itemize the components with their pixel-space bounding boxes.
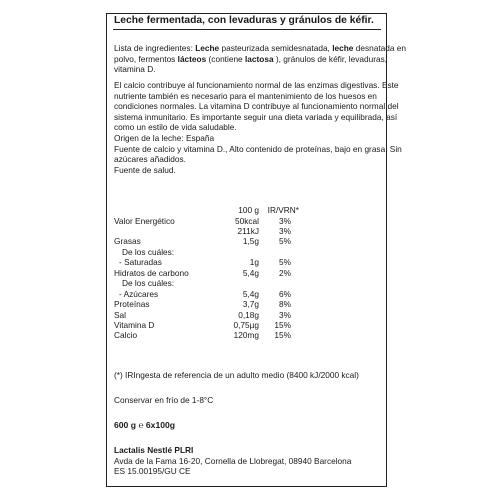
nutrient-value: 211kJ: [237, 226, 259, 236]
ingredients-label: Lista de ingredientes:: [114, 43, 196, 53]
nutrient-percent: 2%: [279, 268, 291, 278]
nutrient-label: Calcio: [114, 330, 138, 340]
nutrient-percent: 5%: [279, 236, 291, 246]
ingredients-line-3: vitamina D.: [114, 64, 156, 74]
nutrient-label: De los cuáles:: [122, 247, 175, 257]
ingredient-text: ), gránulos de kéfir, levaduras,: [273, 54, 388, 64]
allergen-leche: Leche: [195, 43, 220, 53]
title-divider: [113, 29, 381, 30]
nutrition-col-reference: IR/VRN*: [267, 205, 299, 215]
nutrient-label: De los cuáles:: [122, 278, 175, 288]
allergen-leche-2: leche: [332, 43, 354, 53]
nutrient-label: - Saturadas: [119, 257, 162, 267]
nutrition-claims-line-1: Fuente de calcio y vitamina D., Alto contenido de proteínas, bajo en grasa. Sin: [114, 144, 402, 154]
ingredient-text: polvo, fermentos: [114, 54, 178, 64]
ingredient-text: (contiene: [206, 54, 245, 64]
nutrient-label: Grasas: [114, 236, 141, 246]
claims-line-5: como un estilo de vida saludable.: [114, 122, 237, 132]
nutrient-value: 1,5g: [242, 236, 259, 246]
nutrition-label-panel: [106, 13, 406, 487]
product-title: Leche fermentada, con levaduras y gránulos de kéfir.: [114, 15, 374, 26]
nutrient-value: 5,4g: [242, 268, 259, 278]
ingredient-text: desnatada en: [353, 43, 406, 53]
nutrient-percent: 8%: [279, 299, 291, 309]
nutrient-percent: 3%: [279, 310, 291, 320]
claims-line-2: nutriente también es necesario para el mantenimiento de los huesos en: [114, 91, 377, 101]
nutrient-label: - Azúcares: [119, 289, 159, 299]
nutrient-value: 5,4g: [242, 289, 259, 299]
nutrient-percent: 3%: [279, 226, 291, 236]
claims-line-1: El calcio contribuye al funcionamiento normal de las enzimas digestivas. Este: [114, 80, 399, 90]
milk-origin: Origen de la leche: España: [114, 133, 215, 143]
health-registry: ES 15.00195/GU CE: [114, 466, 191, 476]
claims-line-4: sistema inmunitario. Es importante seguir una dieta variada y equilibrada, así: [114, 112, 398, 122]
nutrient-label: Vitamina D: [114, 320, 155, 330]
nutrient-percent: 15%: [274, 330, 291, 340]
nutrient-percent: 3%: [279, 216, 291, 226]
nutrient-value: 50kcal: [235, 216, 259, 226]
nutrient-value: 120mg: [233, 330, 259, 340]
ingredients-line-2: [114, 54, 387, 65]
nutrient-label: Valor Energético: [114, 216, 175, 226]
nutrient-label: Sal: [114, 310, 126, 320]
net-weight: 600 g ℮ 6x100g: [114, 420, 176, 430]
nutrient-value: 1g: [249, 257, 259, 267]
nutrient-value: 3,7g: [242, 299, 259, 309]
nutrition-col-per-100g: 100 g: [238, 205, 259, 215]
nutrient-label: Proteínas: [114, 299, 150, 309]
company-name: Lactalis Nestlé PLRI: [114, 445, 194, 455]
nutrient-value: 0,75µg: [233, 320, 259, 330]
nutrient-value: 0,18g: [238, 310, 259, 320]
allergen-lacteos: lácteos: [177, 54, 207, 64]
claims-line-3: condiciones normales. La vitamina D contribuye al funcionamiento normal del: [114, 101, 399, 111]
company-address: Avda de la Fama 16-20, Cornella de Llobregat, 08940 Barcelona: [114, 456, 352, 466]
nutrient-label: Hidratos de carbono: [114, 268, 189, 278]
ingredient-text: pasteurizada semidesnatada,: [219, 43, 333, 53]
ingredients-line-1: [114, 43, 406, 54]
nutrient-percent: 6%: [279, 289, 291, 299]
health-claim: Fuente de salud.: [114, 165, 176, 175]
storage-instructions: Conservar en frío de 1-8°C: [114, 395, 214, 405]
allergen-lactosa: lactosa: [244, 54, 274, 64]
nutrient-percent: 15%: [274, 320, 291, 330]
nutrition-claims-line-2: azúcares añadidos.: [114, 154, 186, 164]
nutrient-percent: 5%: [279, 257, 291, 267]
reference-intake-note: (*) IRIngesta de referencia de un adulto medio (8400 kJ/2000 kcal): [114, 370, 359, 380]
